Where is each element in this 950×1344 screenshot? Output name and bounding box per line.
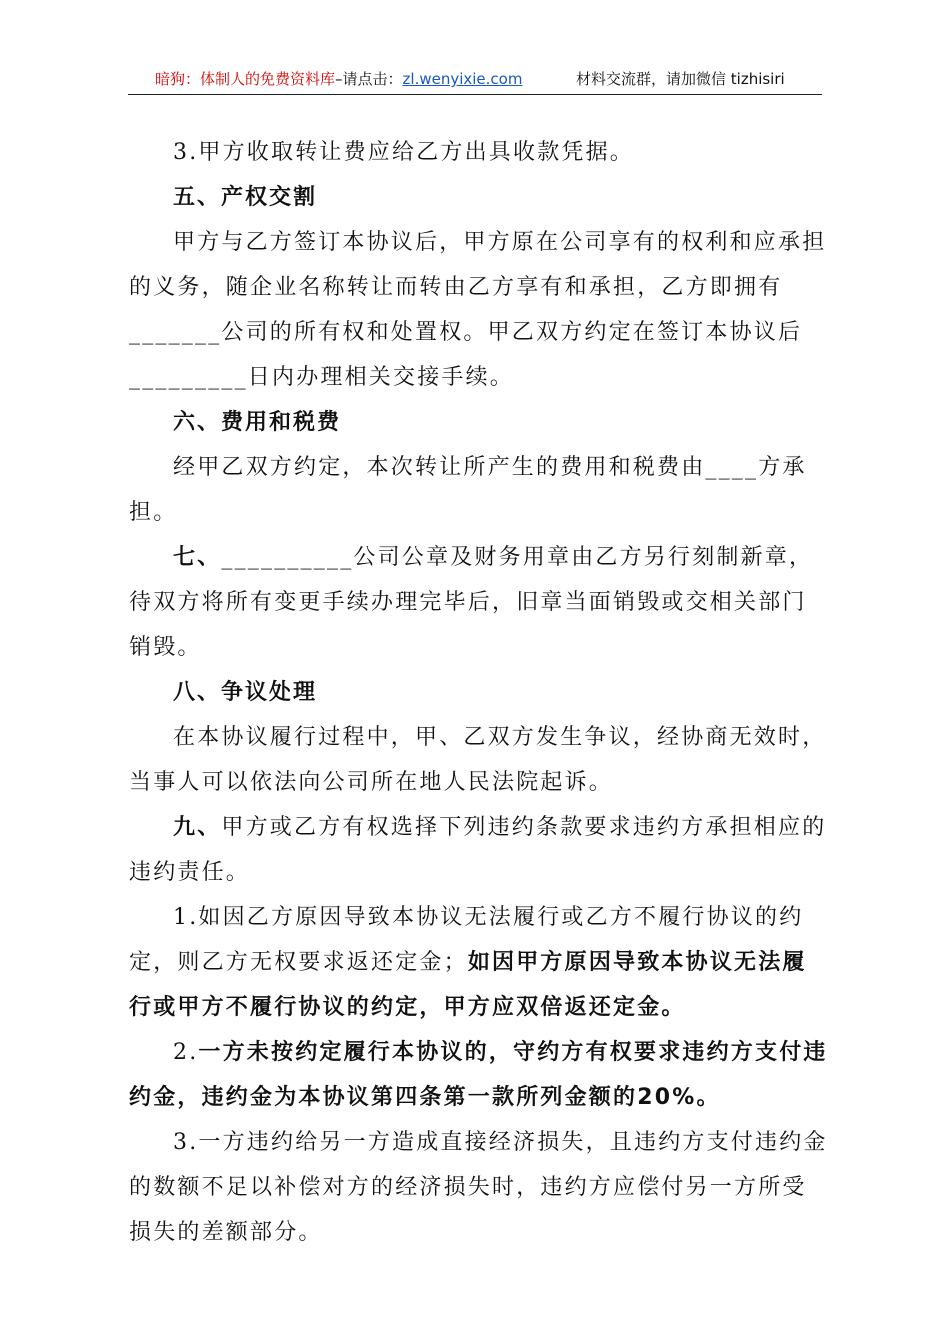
page-header: [128, 68, 822, 95]
heading-fees-taxes: 六、费用和税费: [173, 410, 342, 435]
paragraph-receipt: 3.甲方收取转让费应给乙方出具收款凭据。: [173, 140, 634, 165]
breach-1-bold: 如因甲方原因导致本协议无法履行或甲方不履行协议的约定，甲方应双倍返还定金。: [129, 950, 807, 1020]
document-body: [129, 130, 829, 1255]
paragraph-seals: [129, 535, 829, 670]
seals-label: 七、: [173, 545, 222, 570]
paragraph-breach-2: [129, 1030, 829, 1120]
paragraph-breach-3: 3.一方违约给另一方造成直接经济损失，且违约方支付违约金的数额不足以补偿对方的经济损失时，违约方应偿付另一方所受损失的差额部分。: [129, 1130, 828, 1245]
paragraph-fees-taxes: 经甲乙双方约定，本次转让所产生的费用和税费由____方承担。: [129, 455, 807, 525]
breach-2-number: 2.: [173, 1040, 199, 1065]
breach-1-normal: 1.如因乙方原因导致本协议无法履行或乙方不履行协议的约定，则乙方无权要求返还定金；: [129, 905, 804, 975]
heading-property-transfer: 五、产权交割: [173, 185, 318, 210]
breach-label: 九、: [173, 815, 222, 840]
paragraph-breach-intro: [129, 805, 829, 895]
header-left: [155, 68, 522, 90]
paragraph-property-transfer: 甲方与乙方签订本协议后，甲方原在公司享有的权利和应承担的义务，随企业名称转让而转由乙方享有和承担，乙方即拥有_______公司的所有权和处置权。甲乙双方约定在签订本协议后_________日内办理相关交接手续。: [129, 230, 827, 390]
breach-2-bold: 一方未按约定履行本协议的，守约方有权要求违约方支付违约金，违约金为本协议第四条第一款所列金额的20%。: [129, 1040, 828, 1110]
header-prompt: –请点击：: [335, 70, 403, 88]
seals-text: __________公司公章及财务用章由乙方另行刻制新章，待双方将所有变更手续办理完毕后，旧章当面销毁或交相关部门销毁。: [129, 545, 814, 660]
paragraph-breach-1: [129, 895, 829, 1030]
paragraph-dispute: 在本协议履行过程中，甲、乙双方发生争议，经协商无效时，当事人可以依法向公司所在地人民法院起诉。: [129, 725, 827, 795]
breach-intro-text: 甲方或乙方有权选择下列违约条款要求违约方承担相应的违约责任。: [129, 815, 827, 885]
header-link[interactable]: zl.wenyixie.com: [402, 70, 523, 88]
header-wechat-note: 材料交流群，请加微信 tizhisiri: [576, 70, 785, 88]
header-brand: 暗狗：体制人的免费资料库: [155, 70, 336, 88]
heading-dispute: 八、争议处理: [173, 680, 318, 705]
